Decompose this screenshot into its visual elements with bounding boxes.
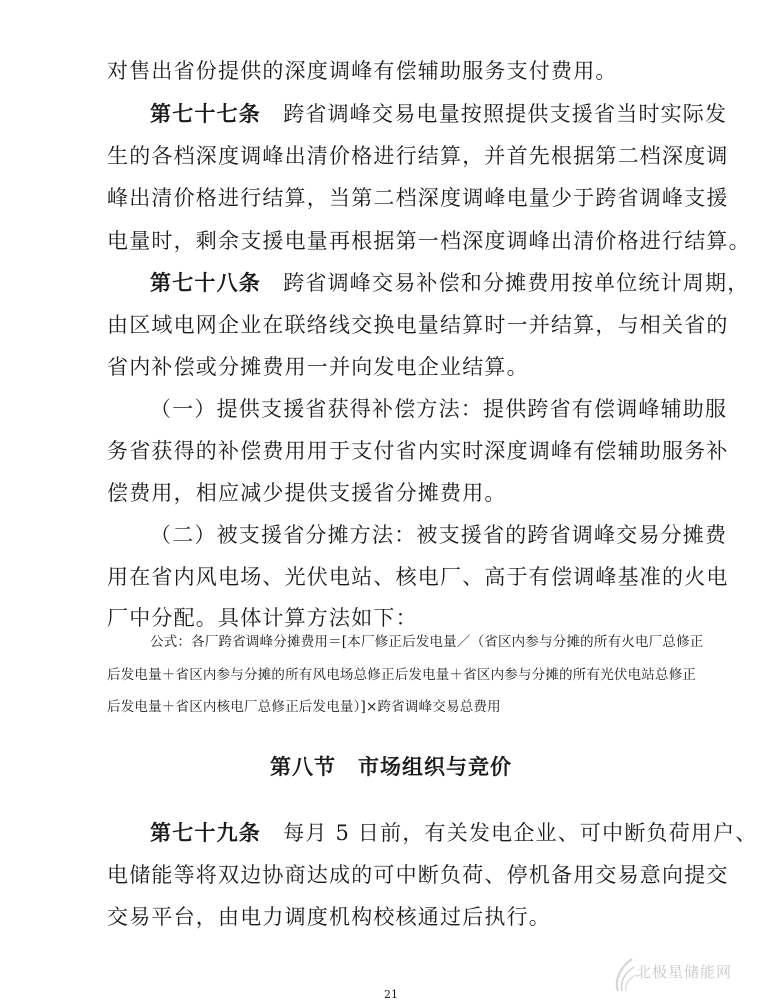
- article-77-heading: 第七十七条: [150, 101, 261, 126]
- paragraph-line: 偿费用，相应减少提供支援省分摊费用。: [107, 481, 507, 505]
- section-heading: 第八节 市场组织与竞价: [270, 755, 512, 779]
- paragraph-line: 由区域电网企业在联络线交换电量结算时一并结算，与相关省的: [107, 313, 729, 337]
- paragraph-text: 跨省调峰交易电量按照提供支援省当时实际发: [283, 102, 728, 126]
- paragraph-line: （二）被支援省分摊方法：被支援省的跨省调峰交易分摊费: [150, 523, 728, 547]
- paragraph-line: 对售出省份提供的深度调峰有偿辅助服务支付费用。: [107, 59, 618, 83]
- paragraph-line: 交易平台，由电力调度机构校核通过后执行。: [107, 905, 551, 929]
- paragraph-line: （一）提供支援省获得补偿方法：提供跨省有偿调峰辅助服: [150, 397, 728, 421]
- formula-line: 后发电量＋省区内参与分摊的所有风电场总修正后发电量＋省区内参与分摊的所有光伏电站总修正: [107, 667, 697, 683]
- paragraph-line: 务省获得的补偿费用用于支付省内实时深度调峰有偿辅助服务补: [107, 439, 729, 463]
- page-number: 21: [384, 988, 398, 1001]
- paragraph-line: 生的各档深度调峰出清价格进行结算，并首先根据第二档深度调: [107, 144, 729, 168]
- formula-line: 后发电量＋省区内核电厂总修正后发电量）]×跨省调峰交易总费用: [107, 699, 501, 715]
- article-79-heading: 第七十九条: [150, 820, 261, 845]
- paragraph-line: 电量时，剩余支援电量再根据第一档深度调峰出清价格进行结算。: [107, 229, 751, 253]
- article-78-first-line: [150, 268, 750, 298]
- article-79-first-line: [150, 818, 758, 848]
- paragraph-line: 省内补偿或分摊费用一并向发电企业结算。: [107, 355, 529, 379]
- paragraph-line: 厂中分配。具体计算方法如下：: [107, 606, 418, 630]
- paragraph-line: 用在省内风电场、光伏电站、核电厂、高于有偿调峰基准的火电: [107, 565, 729, 589]
- paragraph-line: 峰出清价格进行结算，当第二档深度调峰电量少于跨省调峰支援: [107, 186, 729, 210]
- formula-line: 公式：各厂跨省调峰分摊费用＝[本厂修正后发电量／（省区内参与分摊的所有火电厂总修正: [150, 634, 704, 650]
- paragraph-line: 电储能等将双边协商达成的可中断负荷、停机备用交易意向提交: [107, 863, 729, 887]
- paragraph-text: 每月 5 日前，有关发电企业、可中断负荷用户、: [283, 821, 758, 845]
- paragraph-text: 跨省调峰交易补偿和分摊费用按单位统计周期，: [283, 271, 750, 295]
- article-77-first-line: [150, 99, 728, 129]
- watermark-text: 北极星储能网: [636, 963, 733, 981]
- article-78-heading: 第七十八条: [150, 270, 261, 295]
